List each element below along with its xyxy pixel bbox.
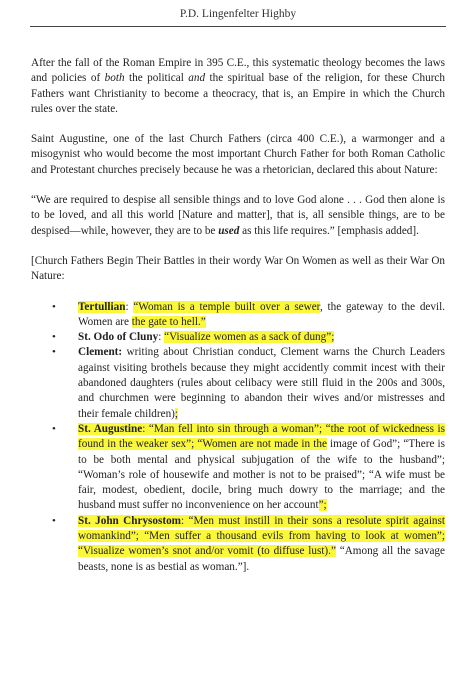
- list-item-john-chrysostom: [78, 514, 445, 575]
- b5-highlight: : “Men must instill in their sons a resolute spirit against womankind”; “Men suffer a thousand evils from having to look at women”; “Visualize women’s snot and/or vomit (to diffuse lust).”: [78, 514, 445, 558]
- page-body: [31, 56, 445, 575]
- b2-highlight: “Visualize women as a sack of dung”;: [164, 331, 335, 344]
- b4-text: image of God”; “There is to be both mental and physical subjugation of the wife to the husband”; “Woman’s role of housewife and mother is not to be praised”; “A wife must be fair, modest, obedient, docile, bring much dowry to the marriage; and the husband must suffer no inconvenience on her account: [78, 438, 445, 512]
- paragraph-church-fathers-battles: [31, 254, 445, 285]
- b1-colon: :: [125, 300, 134, 313]
- quotes-list: [31, 300, 445, 575]
- paragraph-roman-empire: [31, 56, 445, 117]
- list-item-tertullian: [78, 300, 445, 331]
- p1-emphasis-both: both: [104, 72, 125, 85]
- b2-colon: :: [158, 331, 165, 344]
- list-item-st-augustine: [78, 422, 445, 514]
- p3-emphasis-used: used: [218, 224, 240, 237]
- header-title: P.D. Lingenfelter Highby: [179, 8, 297, 20]
- chrysostom-name: St. John Chrysostom: [78, 514, 181, 527]
- b1-highlight-2: the gate to hell.”: [131, 315, 206, 328]
- p3-text-b: as this life requires.” [emphasis added].: [239, 224, 419, 237]
- augustine-name: St. Augustine: [78, 422, 143, 435]
- p1-text-c: the spiritual base of the religion, for these Church Fathers want Christianity to become a theocracy, that is, an Empire in which the Church rules over the state.: [31, 72, 445, 115]
- b3-highlight: ;: [174, 407, 179, 420]
- paragraph-augustine-quote: [31, 193, 445, 239]
- b1-highlight-1: “Woman is a temple built over a sewer: [133, 300, 320, 313]
- p1-emphasis-and: and: [188, 72, 206, 85]
- list-item-clement: [78, 345, 445, 421]
- p3-text-a: “We are required to despise all sensible things and to love God alone . . . God then alone is to be loved, and all this world [Nature and matter], that is, all sensible things, are to be despised—while, however, they are to be: [31, 194, 445, 237]
- tertullian-name: Tertullian: [78, 300, 126, 313]
- odo-name: St. Odo of Cluny: [78, 331, 159, 344]
- b4-highlight-2: ”;: [318, 499, 327, 512]
- b5-text: “Among all the savage beasts, none is as bestial as woman.”].: [78, 545, 445, 573]
- b4-highlight: : “Man fell into sin through a woman”; “the root of wickedness is found in the weaker sex”; “Women are not made in the: [78, 422, 446, 451]
- running-header: [30, 8, 446, 27]
- p4-text: [Church Fathers Begin Their Battles in their wordy War On Women as well as their War On Nature:: [31, 254, 445, 283]
- b3-text: writing about Christian conduct, Clement warns the Church Leaders against visiting brothels because they might accidently commit incest with their abandoned daughters (rules about celibacy were still fluid in the 200s and 300s, and churchmen were beginning to abandon their wives and/or mistresses and their female children): [78, 346, 445, 420]
- clement-name: Clement:: [78, 346, 123, 359]
- paragraph-saint-augustine: [31, 132, 445, 178]
- b1-text: , the gateway to the devil. Women are: [78, 300, 446, 328]
- list-item-odo-of-cluny: [78, 330, 445, 345]
- p1-text-b: the political: [124, 72, 189, 85]
- p1-text-a: After the fall of the Roman Empire in 395 C.E., this systematic theology becomes the laws and policies of: [31, 57, 445, 85]
- p2-text: Saint Augustine, one of the last Church Fathers (circa 400 C.E.), a warmonger and a misogynist who would become the most important Church Father for both Roman Catholic and Protestant churches precisely because he was a rhetorician, declared this about Nature:: [31, 133, 445, 176]
